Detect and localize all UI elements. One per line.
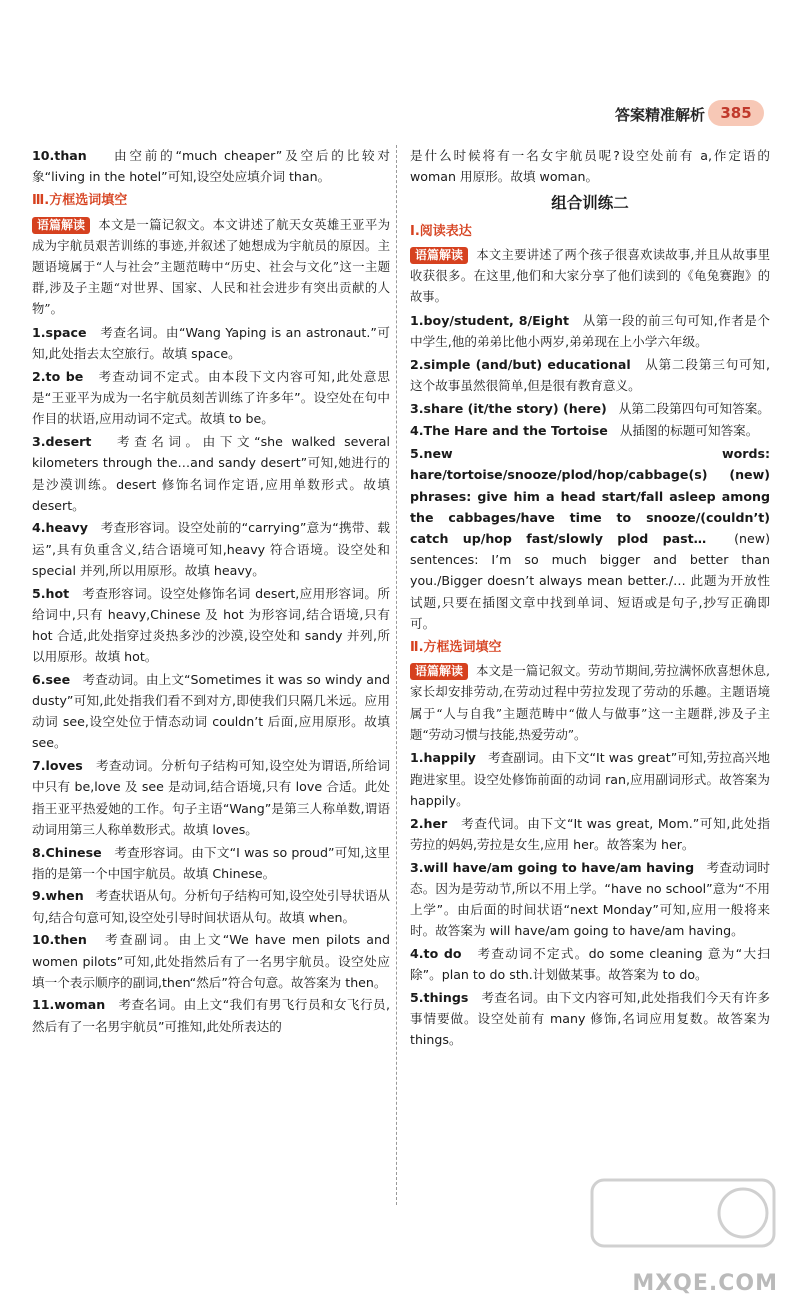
answer-item: 9.when 考查状语从句。分析句子结构可知,设空处引导状语从句,结合句意可知,设空处引导时间状语从句。故填 when。 [32,888,390,925]
section-heading: Ⅲ.方框选词填空 [32,193,128,209]
page-header [0,0,800,140]
answer-item: 3.will have/am going to have/am having 考查动词时态。因为是劳动节,所以不用上学。“have no school”意为“不用上学”。由后面的时间状语“next Monday”可知,应用一般将来时。故答案为 will have/am going to have/am having。 [410,859,771,939]
answer-continuation: 是什么时候将有一名女宇航员呢?设空处前有 a,作定语的 woman 用原形。故填 woman。 [410,148,770,185]
answer-item: 7.loves 考查动词。分析句子结构可知,设空处为谓语,所给词中只有 be,love 及 see 是动词,结合语境,只有 love 合适。此处指王亚平热爱她的工作。句子主语“Wang”是第三人称单数,谓语动词用第三人称单数形式。故填 loves。 [32,758,390,837]
passage-summary: 语篇解读 本文主要讲述了两个孩子很喜欢读故事,并且从故事里收获很多。在这里,他们和大家分享了他们读到的《龟兔赛跑》的故事。 [410,247,770,305]
answer-item: 2.to be 考查动词不定式。由本段下文内容可知,此处意思是“王亚平为成为一名宇航员刻苦训练了许多年”。设空处在句中作目的状语,应用动词不定式。故填 to be。 [32,369,390,427]
section-heading: Ⅰ.阅读表达 [410,223,472,239]
answer-item: 1.happily 考查副词。由下文“It was great”可知,劳拉高兴地跑进家里。设空处修饰前面的动词 ran,应用副词形式。故答案为 happily。 [410,750,771,808]
section-heading: Ⅱ.方框选词填空 [410,639,502,655]
watermark-url: MXQE.COM [632,1271,778,1296]
answer-item: 4.The Hare and the Tortoise 从插图的标题可知答案。 [410,423,759,439]
answer-item: 1.boy/student, 8/Eight 从第一段的前三句可知,作者是个中学生,他的弟弟比他小两岁,弟弟现在上小学六年级。 [410,312,770,350]
answer-item: 4.to do 考查动词不定式。do some cleaning 意为“大扫除”。plan to do sth.计划做某事。故答案为 to do。 [410,945,770,983]
answer-item: 2.simple (and/but) educational 从第二段第三句可知,这个故事虽然很简单,但是很有教育意义。 [410,356,770,394]
left-column [32,145,390,1038]
passage-tag: 语篇解读 [410,663,468,680]
passage-summary: 语篇解读 本文是一篇记叙文。本文讲述了航天女英雄王亚平为成为宇航员艰苦训练的事迹,并叙述了她想成为宇航员的原因。主题语境属于“人与社会”主题范畴中“历史、社会与文化”这一主题群,涉及子主题“对世界、国家、人民和社会进步有突出贡献的人物”。 [32,217,390,317]
passage-summary: 语篇解读 本文是一篇记叙文。劳动节期间,劳拉满怀欣喜想休息,家长却安排劳动,在劳动过程中劳拉发现了劳动的乐趣。主题语境属于“人与自我”主题范畴中“做人与做事”这一主题群,涉及子主题“劳动习惯与技能,热爱劳动”。 [410,664,770,742]
page-number-badge: 385 [708,100,764,126]
passage-tag: 语篇解读 [32,217,90,234]
answer-item: 5.hot 考查形容词。设空处修饰名词 desert,应用形容词。所给词中,只有 heavy,Chinese 及 hot 为形容词,结合语境,只有 hot 合适,此处指穿过炎热多沙的沙漠,设空处和 sandy 并列,所以用原形。故填 hot。 [32,585,390,665]
passage-tag: 语篇解读 [410,247,468,264]
answer-item: 10.then 考查副词。由上文“We have men pilots and women pilots”可知,此处指然后有了一名男宇航员。设空处应填一个表示顺序的副词,then“然后”符合句意。故答案为 then。 [32,932,390,990]
header-label: 答案精准解析 [614,106,705,124]
exercise-title: 组合训练二 [551,194,629,213]
answer-item: 3.desert 考查名词。由下文“she walked several kilometers through the…and sandy desert”可知,她进行的是沙漠训练。desert 修饰名词作定语,应用单数形式。故填 desert。 [32,434,390,513]
answer-item: 1.space 考查名词。由“Wang Yaping is an astronaut.”可知,此处指去太空旅行。故填 space。 [32,325,391,362]
watermark-logo [588,1174,778,1254]
answer-item: 10.than 由空前的“much cheaper”及空后的比较对象“living in the hotel”可知,设空处应填介词 than。 [32,148,391,185]
answer-item: 4.heavy 考查形容词。设空处前的“carrying”意为“携带、载运”,具有负重含义,结合语境可知,heavy 符合语境。设空处和 special 并列,所以用原形。故填 heavy。 [32,520,390,578]
answer-item: 11.woman 考查名词。由上文“我们有男飞行员和女飞行员,然后有了一名男宇航员”可推知,此处所表达的 [32,997,390,1034]
answer-item: 3.share (it/the story) (here) 从第二段第四句可知答案。 [410,400,770,416]
answer-item: 8.Chinese 考查形容词。由下文“I was so proud”可知,这里指的是第一个中国宇航员。故填 Chinese。 [32,844,390,881]
answer-item: 5.new words: hare/tortoise/snooze/plod/hop/cabbage(s) (new) phrases: give him a head start/fall asleep among the cabbages/have time to snooze/(couldn’t) catch up/hop fast/slowly plod past… (new) sentences: I’m so much bigger and better than you./Bigger doesn’t always mean better./… 此题为开放性试题,只要在插图文章中找到单词、短语或是句子,抄写正确即可。 [410,446,770,631]
column-divider [396,145,397,1205]
right-column [410,145,770,1052]
answer-item: 6.see 考查动词。由上文“Sometimes it was so windy and dusty”可知,此处指我们看不到对方,即使我们只隔几米远。应用动词 see,设空处位于情态动词 couldn’t 后面,应用原形。故填 see。 [32,671,390,751]
answer-item: 2.her 考查代词。由下文“It was great, Mom.”可知,此处指劳拉的妈妈,劳拉是女生,应用 her。故答案为 her。 [410,815,771,852]
answer-item: 5.things 考查名词。由下文内容可知,此处指我们今天有许多事情要做。设空处前有 many 修饰,名词应用复数。故答案为 things。 [410,989,770,1048]
